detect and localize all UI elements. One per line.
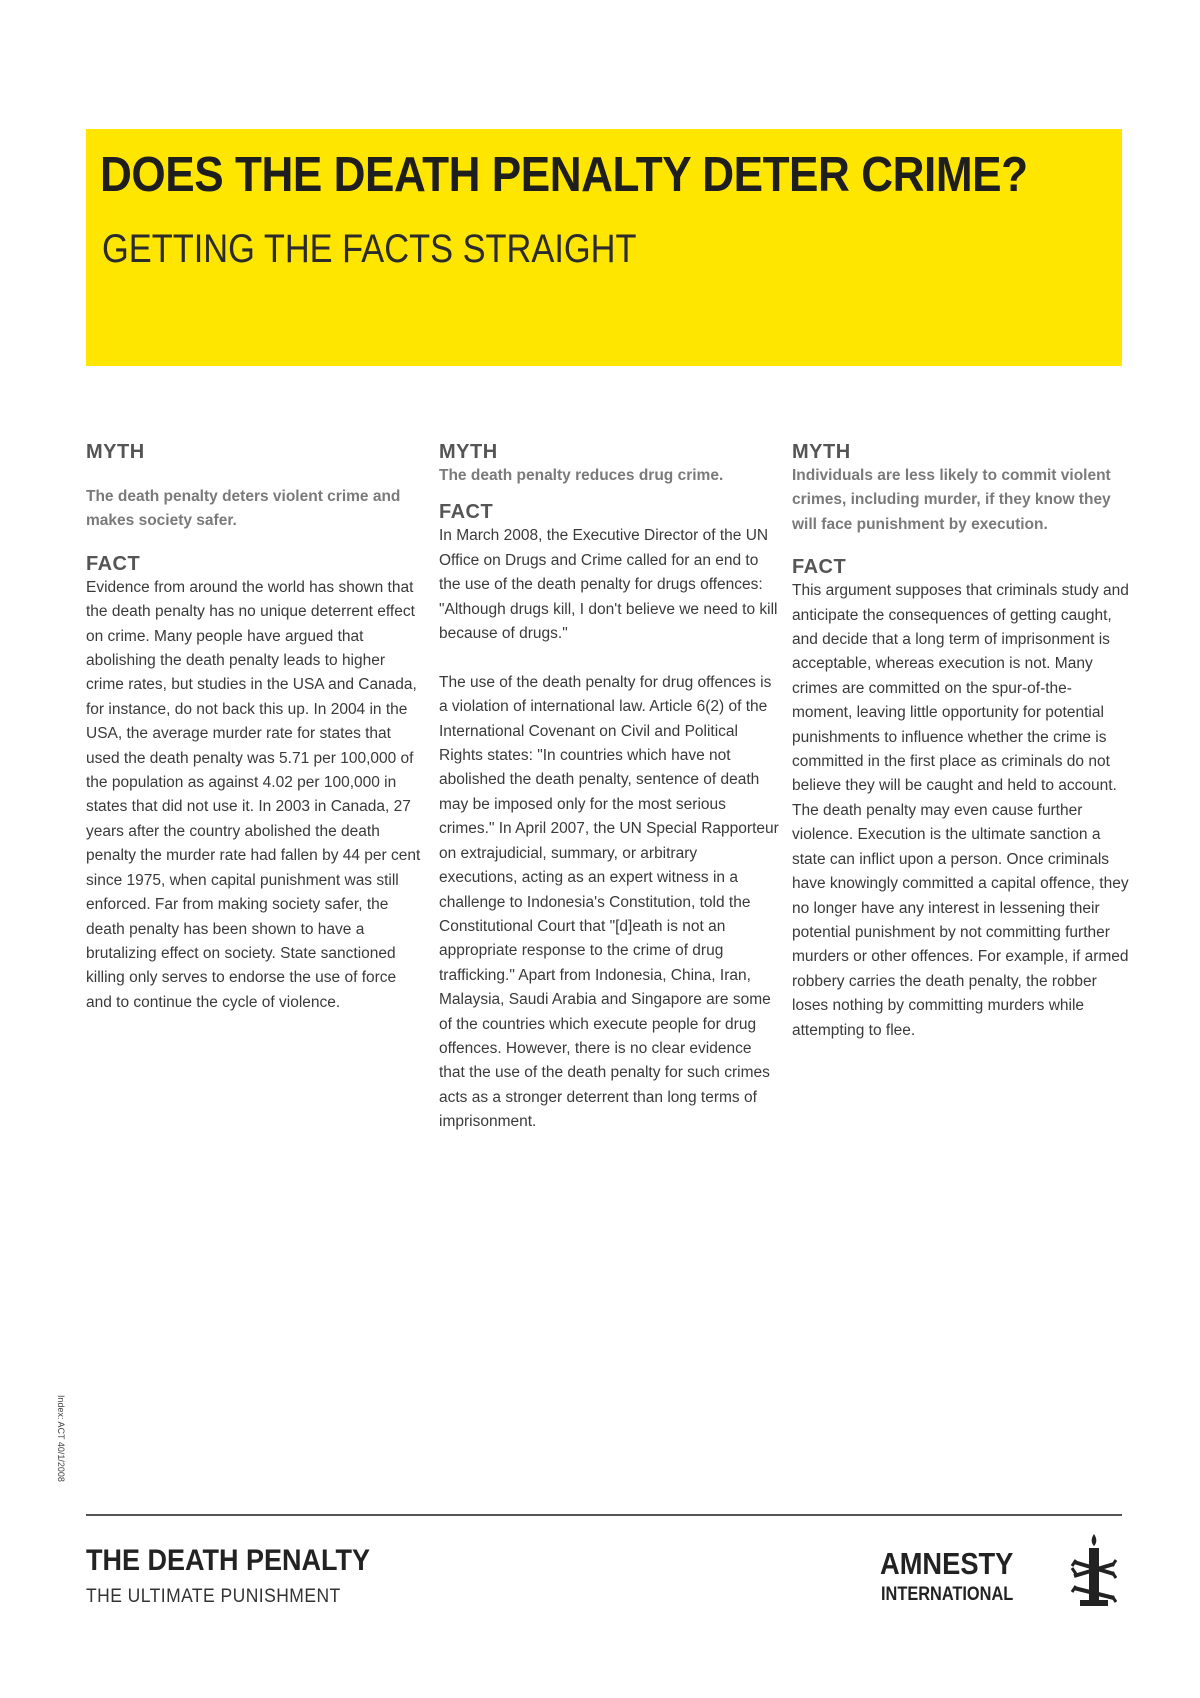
myth-fact-column-2 [439,440,779,1135]
myth-text: The death penalty reduces drug crime. [439,467,724,484]
myth-heading: MYTH [86,441,145,463]
candle-barbed-wire-icon [1068,1532,1120,1610]
footer-divider [86,1514,1122,1516]
fact-text: This argument supposes that criminals study and anticipate the consequences of getting caught, and decide that a long term of imprisonment is acceptable, whereas execution is not. Many crimes are committed on the spur-of-the-moment, leaving little opportunity for potential punishments to influence whether the crime is committed in the first place as criminals do not believe they will be caught and held to account. The death penalty may even cause further violence. Execution is the ultimate sanction a state can inflict upon a person. Once criminals have knowingly committed a capital offence, they no longer have any interest in lessening their potential punishment by not committing further murders or other offences. For example, if armed robbery carries the death penalty, the robber loses nothing by committing murders while attempting to flee. [792,582,1129,1039]
title-banner [86,129,1122,366]
page-title: DOES THE DEATH PENALTY DETER CRIME? [100,148,1028,202]
amnesty-logo-wordmark: AMNESTY [880,1546,1014,1581]
page-subtitle: GETTING THE FACTS STRAIGHT [102,227,637,271]
fact-heading: FACT [86,552,141,575]
fact-heading: FACT [792,556,847,579]
myth-heading: MYTH [439,441,498,463]
amnesty-logo-wordmark-sub: INTERNATIONAL [881,1584,1014,1605]
myth-fact-column-1 [86,440,426,1015]
myth-fact-column-3 [792,440,1132,1043]
myth-text: The death penalty deters violent crime and makes society safer. [86,488,401,530]
myth-text: Individuals are less likely to commit violent crimes, including murder, if they know they will face punishment by execution. [792,467,1111,533]
fact-text: Evidence from around the world has shown that the death penalty has no unique deterrent effect on crime. Many people have argued that abolishing the death penalty leads to higher crime rates, but studies in the USA and Canada, for instance, do not back this up. In 2004 in the USA, the average murder rate for states that used the death penalty was 5.71 per 100,000 of the population as against 4.02 per 100,000 in states that did not use it. In 2003 in Canada, 27 years after the country abolished the death penalty the murder rate had fallen by 44 per cent since 1975, when capital punishment was still enforced. Far from making society safer, the death penalty has been shown to have a brutalizing effect on society. State sanctioned killing only serves to endorse the use of force and to continue the cycle of violence. [86,578,421,1011]
footer-subtitle: THE ULTIMATE PUNISHMENT [86,1586,341,1607]
fact-text: In March 2008, the Executive Director of the UN Office on Drugs and Crime called for an end to the use of the death penalty for drugs offences: "Although drugs kill, I don't believe we need to kill because of drugs." The use of the death penalty for drug offences is a violation of international law. Article 6(2) of the International Covenant on Civil and Political Rights states: "In countries which have not abolished the death penalty, sentence of death may be imposed only for the most serious crimes." In April 2007, the UN Special Rapporteur on extrajudicial, summary, or arbitrary executions, acting as an expert witness in a challenge to Indonesia's Constitution, told the Constitutional Court that "[d]eath is not an appropriate response to the crime of drug trafficking." Apart from Indonesia, China, Iran, Malaysia, Saudi Arabia and Singapore are some of the countries which execute people for drug offences. However, there is no clear evidence that the use of the death penalty for such crimes acts as a stronger deterrent than long terms of imprisonment. [439,527,779,1131]
index-number: Index: ACT 40/1/2008 [56,1395,66,1482]
myth-heading: MYTH [792,441,851,463]
footer-title: THE DEATH PENALTY [86,1544,371,1577]
fact-heading: FACT [439,501,494,524]
